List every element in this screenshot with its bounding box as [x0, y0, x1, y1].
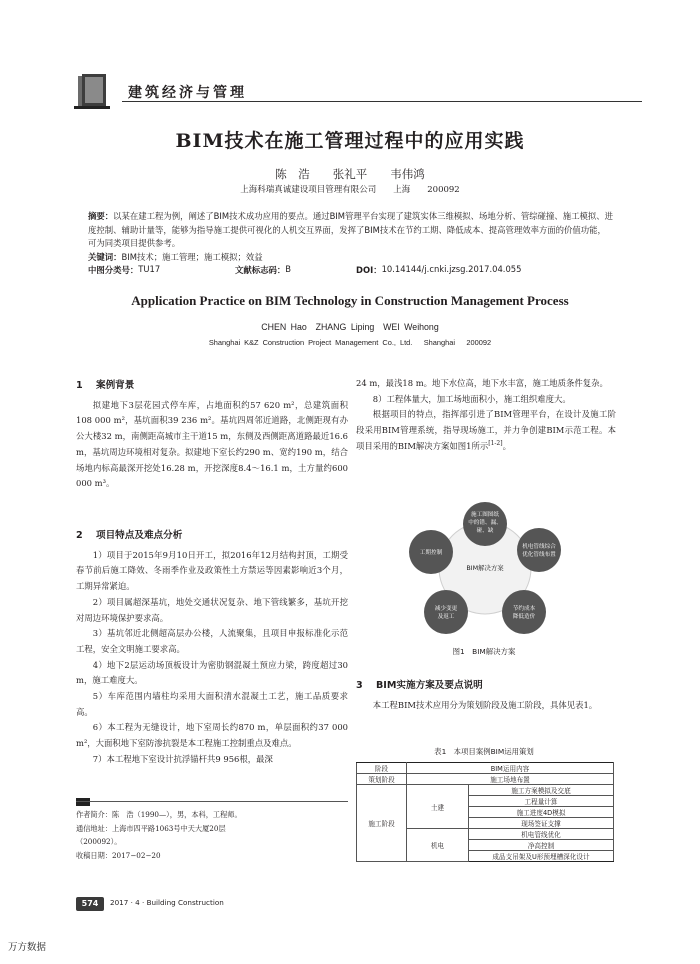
- list-item: 2）项目属超深基坑，地处交通状况复杂、地下管线繁多，基坑开挖对周边环境保护要求高。: [76, 596, 348, 623]
- footnote-line: 收稿日期：2017−02−20: [76, 850, 161, 860]
- header-rule: [122, 101, 642, 102]
- watermark: 万方数据: [8, 942, 47, 953]
- svg-text:减少变更: 减少变更: [434, 606, 458, 612]
- svg-text:及返工: 及返工: [437, 614, 455, 620]
- footnote-rule: [76, 801, 348, 802]
- table-cell: 施工进度4D模拟: [469, 807, 614, 818]
- table-caption: 表1 本项目案例BIM运用策划: [434, 747, 534, 756]
- journal-info: 2017 · 4 · Building Construction: [110, 898, 224, 907]
- list-item: 6）本工程为无缝设计，地下室周长约870 m，单层面积约37 000 m²，大面积地下室防渗抗裂是本工程施工控制重点及难点。: [76, 722, 348, 749]
- section-3-paragraph: 本工程BIM技术应用分为策划阶段及施工阶段，具体见表1。: [372, 699, 598, 710]
- table-header-row: [357, 763, 614, 774]
- table-cell: 策划阶段: [357, 774, 407, 785]
- header-cell: BIM运用内容: [407, 763, 614, 774]
- english-affiliation: Shanghai K&Z Construction Project Management Co., Ltd. Shanghai 200092: [208, 338, 492, 347]
- table-cell: 施工场地布置: [407, 774, 614, 785]
- abstract-text: 以某在建工程为例，阐述了BIM技术成功应用的要点。通过BIM管理平台实现了建筑实体三维模拟、场地分析、管综碰撞、施工模拟、进度控制、辅助计量等，能够为指导施工提供可视化的人机交互界面，发挥了BIM技术在节约工期、降低成本、提高管理效率方面的价值功能，可为同类项目提供参考。: [88, 211, 614, 249]
- diagram-node-bottom-right: [502, 590, 546, 634]
- list-item: 7）本工程地下室设计抗浮锚杆共9 956根，最深: [92, 753, 273, 764]
- diagram-center-label: BIM解决方案: [466, 564, 504, 572]
- footnote-line: 作者简介：陈 浩（1990—），男，本科，工程师。: [76, 810, 242, 819]
- list-item: 3）基坑邻近北侧超高层办公楼，人流聚集，且项目申报标准化示范工程，安全文明施工要求高。: [76, 628, 348, 654]
- section-1-heading: 1 案例背景: [76, 380, 135, 391]
- section-book-icon: [72, 72, 112, 112]
- doi-label: DOI：: [356, 265, 382, 275]
- bim-solution-diagram: [405, 500, 565, 650]
- clc-value: TU17: [138, 264, 161, 274]
- table-cell: 成品支吊架及U形预埋槽深化设计: [469, 851, 614, 862]
- svg-text:机电管线综合: 机电管线综合: [522, 544, 556, 550]
- table-cell: 施工阶段: [357, 785, 407, 862]
- doc-value: B: [285, 264, 291, 274]
- table-cell: 现场签证支撑: [469, 818, 614, 829]
- list-item: 5）车库范围内墙柱均采用大面积清水混凝土工艺，施工品质要求高。: [76, 691, 348, 717]
- header-cell: 阶段: [357, 763, 407, 774]
- section-2: [76, 528, 348, 768]
- svg-text:中的错、漏、: 中的错、漏、: [468, 520, 502, 526]
- figure-caption: 图1 BIM解决方案: [452, 647, 516, 656]
- abstract-label: 摘要：: [88, 211, 114, 221]
- abstract: [88, 210, 613, 264]
- citation: [1-2]: [488, 440, 503, 448]
- svg-text:优化管线布置: 优化管线布置: [522, 552, 556, 558]
- list-item: 1）项目于2015年9月10日开工，拟2016年12月结构封顶，工期受春节前后施工降效、冬雨季作业及政策性土方禁运等因素影响近3个月，工期异常紧迫。: [76, 549, 348, 592]
- list-item: 8）工程体量大，加工场地面积小，施工组织难度大。: [372, 393, 571, 404]
- footnote-marker: [76, 798, 90, 806]
- section-1-paragraph: 拟建地下3层花园式停车库，占地面积约57 620 m²，总建筑面积108 000 m²，基坑面积39 236 m²。基坑四周邻近道路，北侧距现有办公大楼32 m，南侧距高城市主干道15 m，东侧及西侧距离道路最近16.6 m，基坑周边环境相对复杂。拟建地下室长约290 m、宽约190 m，结合场地内标高最深开挖处16.28 m，开挖深度8.4～16.1 m，土方量约600 000 m³。: [76, 399, 348, 489]
- section-1: [76, 378, 348, 492]
- keywords-label: 关键词：: [88, 251, 122, 262]
- page-number: 574: [76, 897, 104, 911]
- svg-text:降低造价: 降低造价: [512, 614, 536, 620]
- svg-text:节约成本: 节约成本: [512, 606, 536, 612]
- diagram-node-bottom-left: [424, 590, 468, 634]
- clc-label: 中图分类号：: [88, 265, 139, 275]
- diagram-node-left: [409, 530, 453, 574]
- section-3-heading: 3 BIM实施方案及要点说明: [356, 680, 483, 691]
- table-cell: 机电: [407, 829, 469, 862]
- continued-text: 24 m，最浅18 m。地下水位高，地下水丰富，施工地质条件复杂。: [356, 378, 608, 388]
- table-cell: 施工方案模拟及交底: [469, 785, 614, 796]
- svg-text:施工图图纸: 施工图图纸: [471, 512, 499, 518]
- footnote-line: 通信地址：上海市四平路1063号中天大厦20层: [76, 823, 226, 833]
- svg-text:工期控制: 工期控制: [419, 550, 443, 556]
- doi-value: 10.14144/j.cnki.jzsg.2017.04.055: [381, 264, 522, 274]
- solution-paragraph: 根据项目的特点，指挥部引进了BIM管理平台，在设计及施工阶段采用BIM管理系统，指导现场施工，并力争创建BIM示范工程。本项目采用的BIM解决方案如图1所示[1-2]。: [356, 409, 616, 451]
- table-cell: 机电管线优化: [469, 829, 614, 840]
- table-cell: 净高控制: [469, 840, 614, 851]
- authors: 陈 浩 张礼平 韦伟鸿: [275, 167, 425, 181]
- bim-plan-table: [356, 762, 614, 862]
- table-row: [357, 774, 614, 785]
- list-item: 4）地下2层运动场顶板设计为密肋钢混凝土预应力梁，跨度超过30 m，施工难度大。: [76, 659, 348, 686]
- section-2-heading: 2 项目特点及难点分析: [76, 530, 183, 541]
- right-column-text: [356, 376, 616, 455]
- english-authors: CHEN Hao ZHANG Liping WEI Weihong: [261, 322, 439, 332]
- keywords: BIM技术；施工管理；施工模拟；效益: [121, 251, 263, 262]
- section-3: [356, 678, 616, 713]
- diagram-node-right: [517, 528, 561, 572]
- diagram-node-top: [463, 502, 507, 546]
- svg-text:碰、缺: 碰、缺: [476, 528, 494, 534]
- table-cell: 工程量计算: [469, 796, 614, 807]
- doc-label: 文献标志码：: [235, 265, 286, 275]
- paper-title: BIM技术在施工管理过程中的应用实践: [175, 130, 525, 152]
- table-row: [357, 785, 614, 796]
- section-name: 建筑经济与管理: [128, 85, 247, 101]
- author-footnote: [76, 808, 348, 862]
- english-title: Application Practice on BIM Technology in Construction Management Process: [131, 293, 569, 308]
- affiliation: 上海科瑞真诚建设项目管理有限公司 上海 200092: [240, 185, 460, 195]
- table-cell: 土建: [407, 785, 469, 829]
- footnote-line: （200092）。: [76, 837, 122, 847]
